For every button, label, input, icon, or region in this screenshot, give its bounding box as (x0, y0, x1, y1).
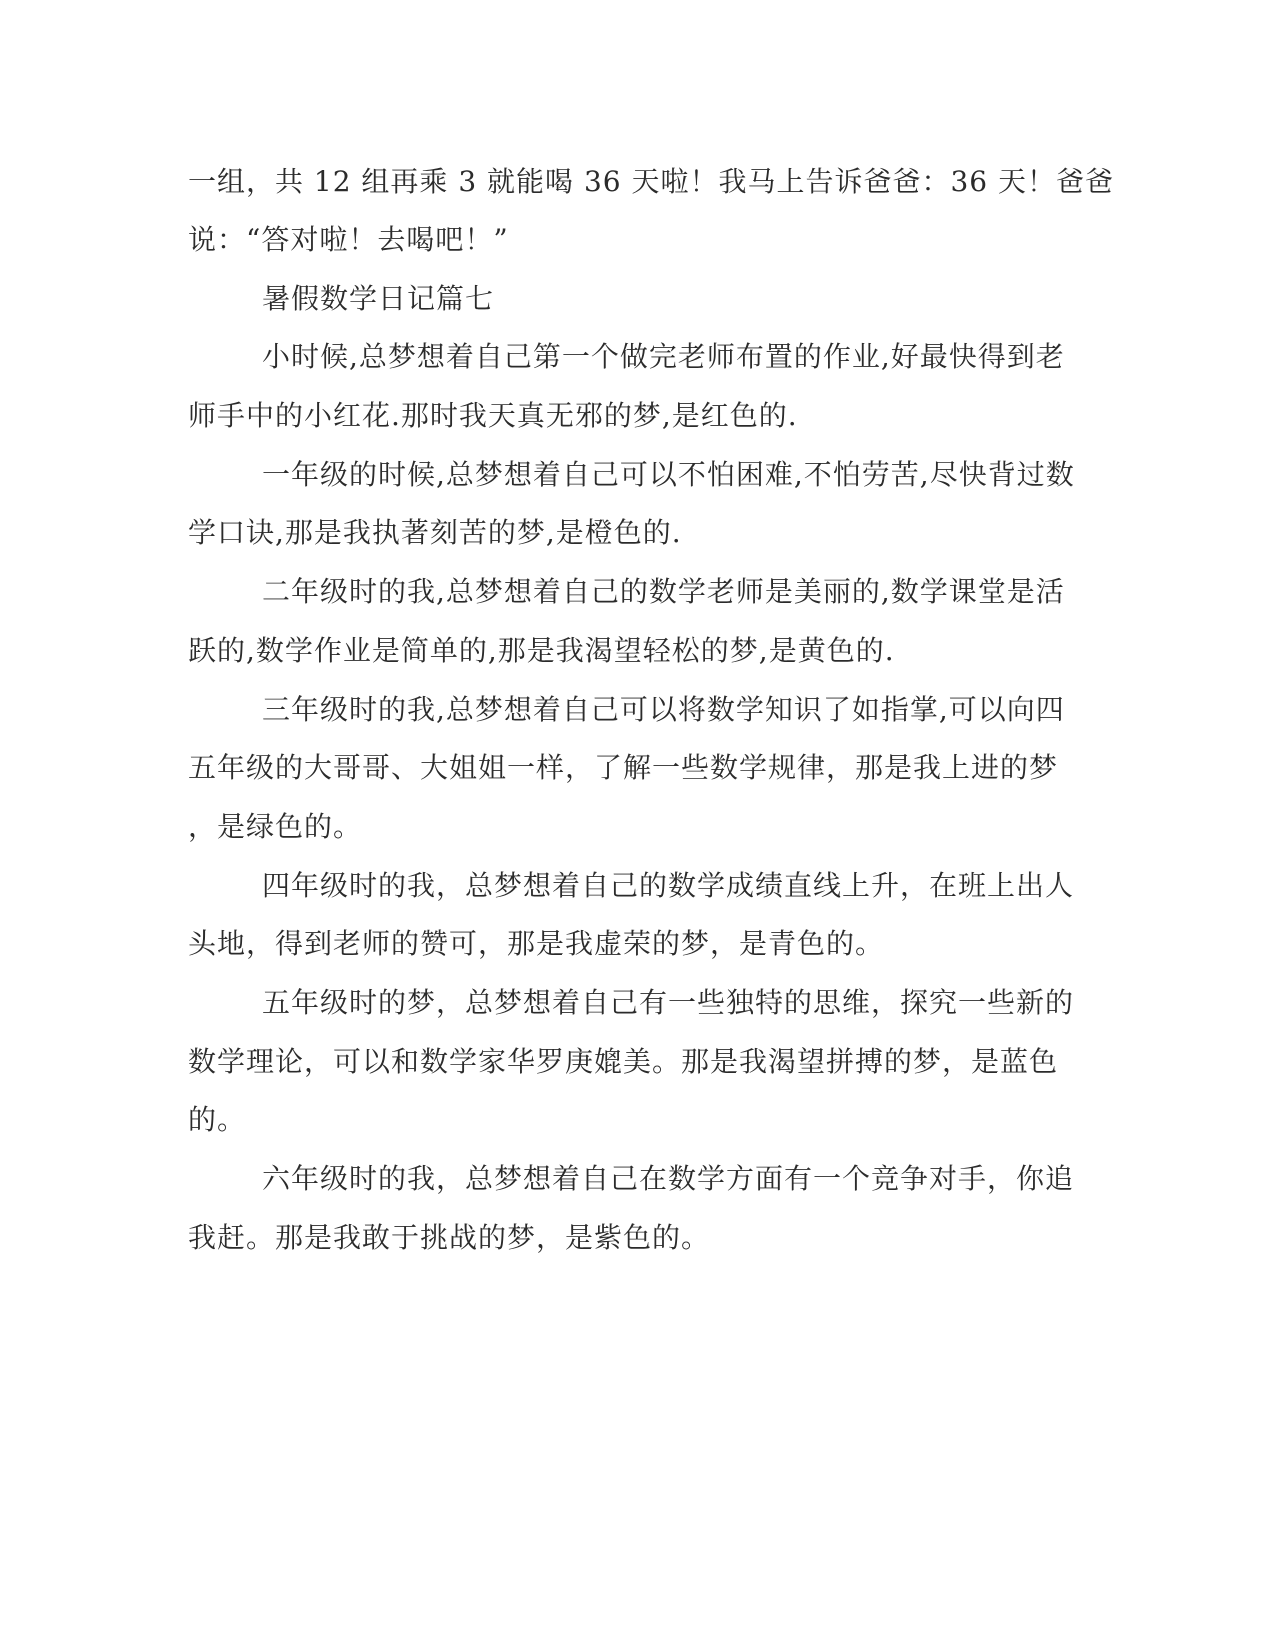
paragraph-line: 学口诀,那是我执著刻苦的梦,是橙色的. (188, 516, 682, 549)
paragraph-line: 跃的,数学作业是简单的,那是我渴望轻松的梦,是黄色的. (188, 634, 895, 667)
paragraph-line: 一年级的时候,总梦想着自己可以不怕困难,不怕劳苦,尽快背过数 (262, 458, 1075, 491)
text-line: 一组，共 12 组再乘 3 就能喝 36 天啦！我马上告诉爸爸：36 天！爸爸 (188, 165, 1115, 198)
paragraph-line: 三年级时的我,总梦想着自己可以将数学知识了如指掌,可以向四 (262, 693, 1065, 726)
paragraph-line: 四年级时的我，总梦想着自己的数学成绩直线上升，在班上出人 (262, 869, 1075, 902)
paragraph-line: 二年级时的我,总梦想着自己的数学老师是美丽的,数学课堂是活 (262, 575, 1065, 608)
paragraph-line: 六年级时的我，总梦想着自己在数学方面有一个竞争对手，你追 (262, 1162, 1075, 1195)
paragraph-line: 五年级的大哥哥、大姐姐一样，了解一些数学规律，那是我上进的梦 (188, 751, 1059, 784)
paragraph-line: 头地，得到老师的赞可，那是我虚荣的梦，是青色的。 (188, 927, 885, 960)
paragraph-line: 数学理论，可以和数学家华罗庚媲美。那是我渴望拼搏的梦，是蓝色 (188, 1045, 1059, 1078)
paragraph-line: 师手中的小红花.那时我天真无邪的梦,是红色的. (188, 399, 798, 432)
paragraph-line: 的。 (188, 1103, 247, 1136)
paragraph-line: ，是绿色的。 (188, 810, 363, 843)
section-heading: 暑假数学日记篇七 (262, 282, 495, 315)
paragraph-line: 小时候,总梦想着自己第一个做完老师布置的作业,好最快得到老 (262, 340, 1065, 373)
paragraph-line: 五年级时的梦，总梦想着自己有一些独特的思维，探究一些新的 (262, 986, 1075, 1019)
paragraph-line: 我赶。那是我敢于挑战的梦，是紫色的。 (188, 1221, 711, 1254)
text-line: 说：“答对啦！去喝吧！” (188, 223, 509, 256)
